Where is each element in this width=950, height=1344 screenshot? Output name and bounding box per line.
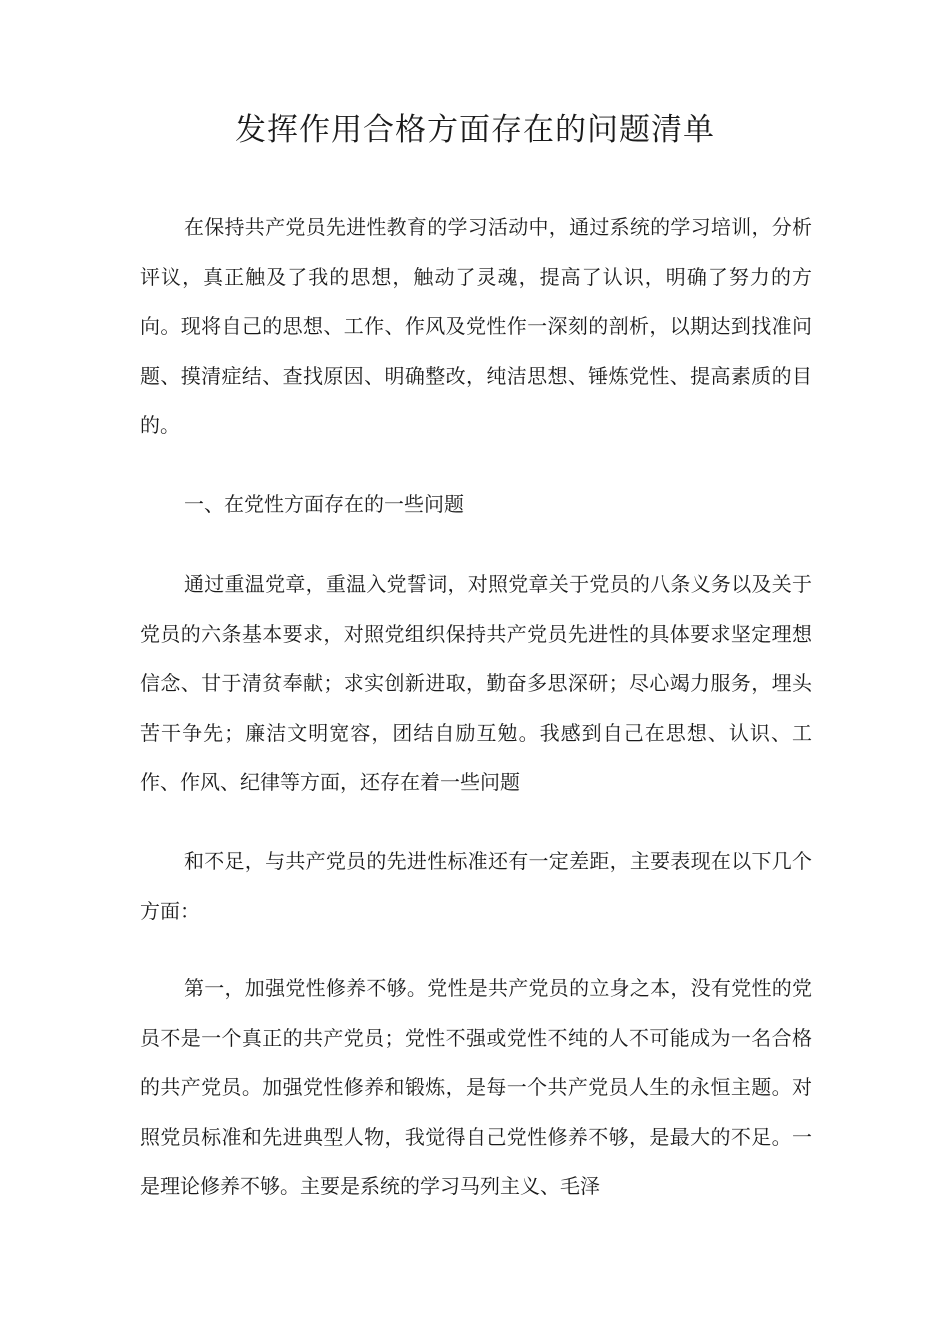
paragraph-intro: 在保持共产党员先进性教育的学习活动中，通过系统的学习培训，分析评议，真正触及了我的思想，触动了灵魂，提高了认识，明确了努力的方向。现将自己的思想、工作、作风及党性作一深刻的剖析，以期达到找准问题、摸清症结、查找原因、明确整改，纯洁思想、锤炼党性、提高素质的目的。 [140,215,812,437]
paragraph-point-one: 第一，加强党性修养不够。党性是共产党员的立身之本，没有党性的党员不是一个真正的共产党员；党性不强或党性不纯的人不可能成为一名合格的共产党员。加强党性修养和锻炼，是每一个共产党员人生的永恒主题。对照党员标准和先进典型人物，我觉得自己党性修养不够，是最大的不足。一是理论修养不够。主要是系统的学习马列主义、毛泽 [140,976,812,1198]
paragraph-review: 通过重温党章，重温入党誓词，对照党章关于党员的八条义务以及关于党员的六条基本要求，对照党组织保持共产党员先进性的具体要求坚定理想信念、甘于清贫奉献；求实创新进取，勤奋多思深研；尽心竭力服务，埋头苦干争先；廉洁文明宽容，团结自励互勉。我感到自己在思想、认识、工作、作风、纪律等方面，还存在着一些问题 [140,572,812,794]
document-title: 发挥作用合格方面存在的问题清单 [235,112,715,148]
paragraph-shortcomings: 和不足，与共产党员的先进性标准还有一定差距，主要表现在以下几个方面： [140,849,812,923]
section-heading-party-spirit: 一、在党性方面存在的一些问题 [184,492,464,516]
